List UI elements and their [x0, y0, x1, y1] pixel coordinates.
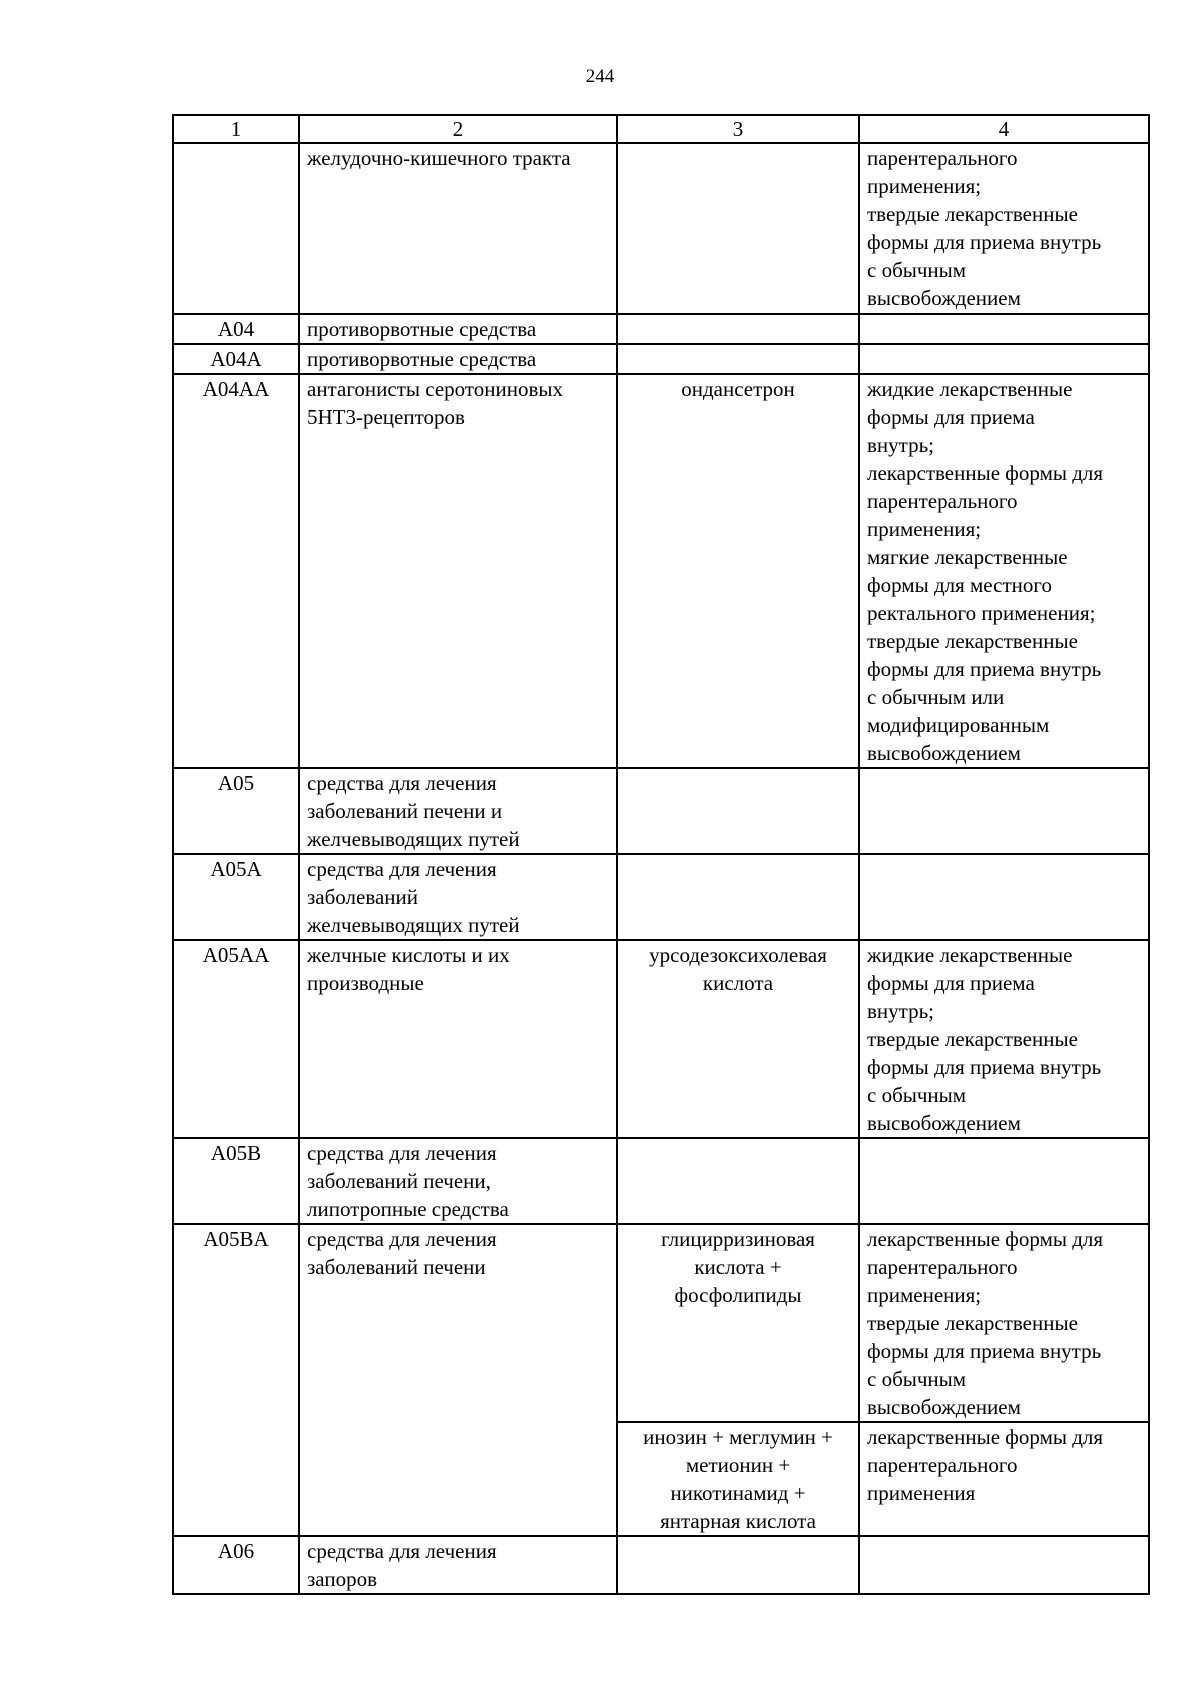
table-row	[173, 344, 1149, 374]
drug-name-cell: урсодезоксихолевая кислота	[617, 940, 859, 1138]
table-row	[173, 314, 1149, 344]
group-name-cell: средства для лечения заболеваний печени	[299, 1224, 617, 1536]
group-name-cell: средства для лечения заболеваний печени и желчевыводящих путей	[299, 768, 617, 854]
dosage-form-cell: лекарственные формы для парентерального применения	[859, 1422, 1149, 1536]
dosage-form-cell: жидкие лекарственные формы для приема внутрь; твердые лекарственные формы для приема внутрь с обычным высвобождением	[859, 940, 1149, 1138]
atc-code-cell: A05	[173, 768, 299, 854]
atc-code-cell: A04	[173, 314, 299, 344]
dosage-form-cell	[859, 344, 1149, 374]
dosage-form-cell	[859, 854, 1149, 940]
atc-code-cell: A05A	[173, 854, 299, 940]
dosage-form-cell	[859, 768, 1149, 854]
dosage-form-cell	[859, 314, 1149, 344]
group-name-cell: антагонисты серотониновых 5HT3-рецепторов	[299, 374, 617, 768]
drug-name-cell	[617, 854, 859, 940]
atc-code-cell: A06	[173, 1536, 299, 1594]
table-row	[173, 143, 1149, 314]
group-name-cell: желудочно-кишечного тракта	[299, 143, 617, 314]
drug-name-cell	[617, 143, 859, 314]
table-row	[173, 940, 1149, 1138]
table-row	[173, 1138, 1149, 1224]
dosage-form-cell	[859, 1138, 1149, 1224]
group-name-cell: противорвотные средства	[299, 314, 617, 344]
group-name-cell: противорвотные средства	[299, 344, 617, 374]
group-name-cell: средства для лечения заболеваний желчевыводящих путей	[299, 854, 617, 940]
atc-code-cell: A05B	[173, 1138, 299, 1224]
column-header: 3	[617, 115, 859, 143]
drug-name-cell	[617, 1536, 859, 1594]
atc-code-cell	[173, 143, 299, 314]
group-name-cell: средства для лечения запоров	[299, 1536, 617, 1594]
atc-code-cell: A04A	[173, 344, 299, 374]
column-header: 1	[173, 115, 299, 143]
table-row	[173, 768, 1149, 854]
dosage-form-cell: парентерального применения; твердые лекарственные формы для приема внутрь с обычным высвобождением	[859, 143, 1149, 314]
atc-code-cell: A05BA	[173, 1224, 299, 1536]
table-row	[173, 1536, 1149, 1594]
group-name-cell: средства для лечения заболеваний печени, липотропные средства	[299, 1138, 617, 1224]
drug-name-cell: инозин + меглумин + метионин + никотинамид + янтарная кислота	[617, 1422, 859, 1536]
drug-name-cell: глицирризиновая кислота + фосфолипиды	[617, 1224, 859, 1422]
drug-classification-table	[172, 114, 1150, 1595]
page-number: 244	[585, 66, 615, 87]
drug-name-cell: ондансетрон	[617, 374, 859, 768]
table-row	[173, 374, 1149, 768]
dosage-form-cell	[859, 1536, 1149, 1594]
dosage-form-cell: жидкие лекарственные формы для приема внутрь; лекарственные формы для парентерального применения; мягкие лекарственные формы для местного ректального применения; твердые лекарственные формы для приема внутрь с обычным или модифицированным высвобождением	[859, 374, 1149, 768]
column-header: 2	[299, 115, 617, 143]
table-row	[173, 1224, 1149, 1422]
dosage-form-cell: лекарственные формы для парентерального применения; твердые лекарственные формы для приема внутрь с обычным высвобождением	[859, 1224, 1149, 1422]
drug-name-cell	[617, 314, 859, 344]
atc-code-cell: A04AA	[173, 374, 299, 768]
drug-name-cell	[617, 1138, 859, 1224]
column-header: 4	[859, 115, 1149, 143]
drug-name-cell	[617, 768, 859, 854]
drug-name-cell	[617, 344, 859, 374]
atc-code-cell: A05AA	[173, 940, 299, 1138]
table-row	[173, 854, 1149, 940]
group-name-cell: желчные кислоты и их производные	[299, 940, 617, 1138]
table-header-row	[173, 115, 1149, 143]
